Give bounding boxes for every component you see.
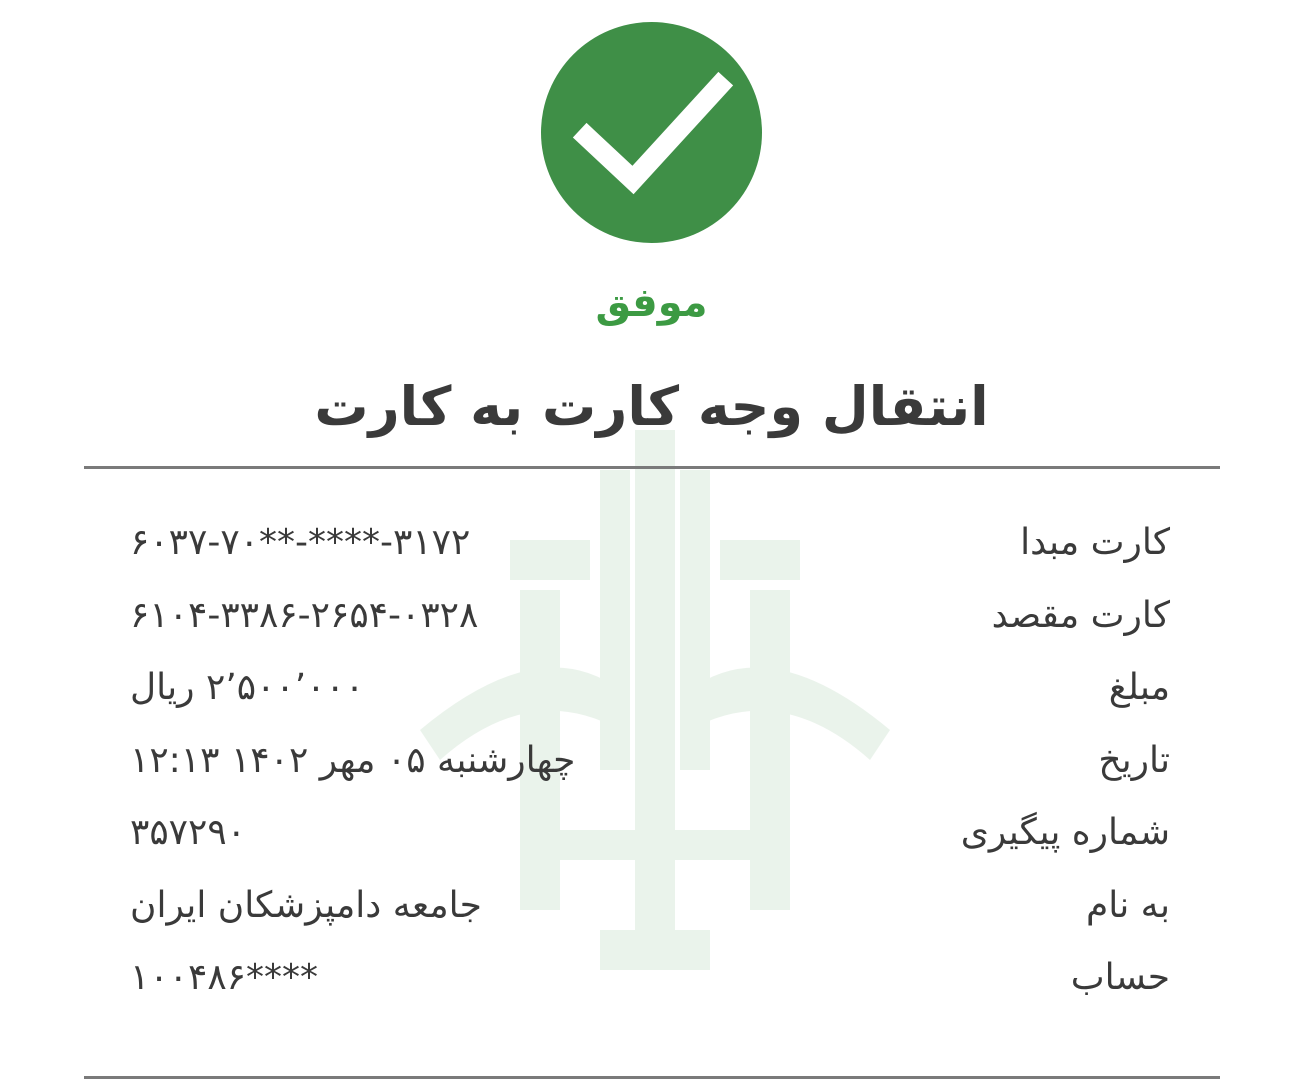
source-card-value: ۶۰۳۷-۷۰**-****-۳۱۷۲ [130,522,471,563]
detail-row-source-card [130,522,1170,595]
divider-bottom [84,1076,1220,1079]
detail-row-account [130,957,1170,1030]
date-label: تاریخ [1098,739,1170,781]
amount-value: ۲٬۵۰۰٬۰۰۰ ریال [130,667,365,708]
check-icon [541,22,762,243]
tracking-number-label: شماره پیگیری [960,812,1170,853]
account-value: ۱۰۰۴۸۶**** [130,957,319,998]
destination-card-value: ۶۱۰۴-۳۳۸۶-۲۶۵۴-۰۳۲۸ [130,594,479,636]
divider-top [84,466,1220,469]
page-title: انتقال وجه کارت به کارت [314,375,989,438]
account-label: حساب [1070,957,1170,998]
success-icon-container [541,22,762,243]
detail-row-recipient-name [130,885,1170,958]
destination-card-label: کارت مقصد [991,594,1170,636]
amount-label: مبلغ [1108,667,1170,708]
detail-row-amount [130,667,1170,740]
source-card-label: کارت مبدا [1020,522,1170,563]
detail-row-date [130,740,1170,813]
recipient-name-value: جامعه دامپزشکان ایران [130,884,482,926]
tracking-number-value: ۳۵۷۲۹۰ [130,812,247,853]
recipient-name-label: به نام [1085,884,1170,926]
detail-row-destination-card [130,595,1170,668]
detail-row-tracking-number [130,812,1170,885]
transaction-details [130,522,1170,1030]
status-text: موفق [595,280,708,326]
date-value: چهارشنبه ۰۵ مهر ۱۴۰۲ ۱۲:۱۳ [130,739,576,781]
